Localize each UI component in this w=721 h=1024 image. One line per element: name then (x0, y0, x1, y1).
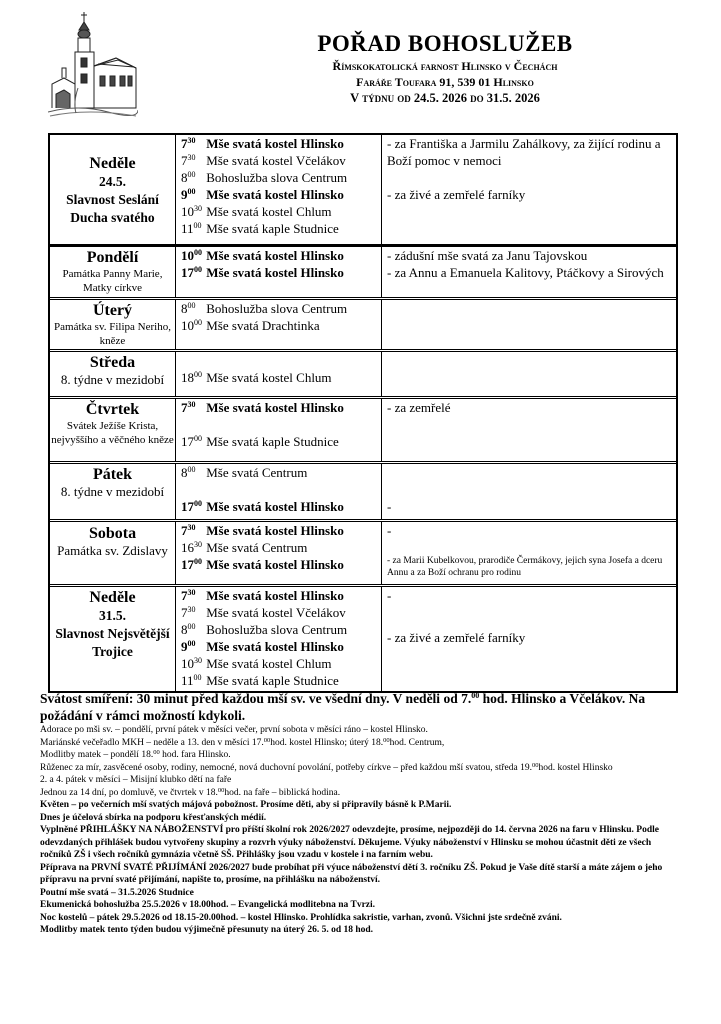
table-row (50, 349, 676, 396)
table-row (50, 584, 676, 691)
table-row (50, 519, 676, 584)
mass-item: $7^{30}$ Mše svatá kostel Hlinsko (181, 136, 344, 151)
mass-item: $10^{30}$ Mše svatá kostel Chlum (181, 204, 332, 219)
mass-item: $16^{30}$ Mše svatá Centrum (181, 540, 308, 555)
day-name: Neděle (89, 155, 136, 172)
mass-item: $8^{00}$ Mše svatá Centrum (181, 465, 308, 480)
parish-address: Faráře Toufara 91, 539 01 Hlinsko (356, 75, 534, 89)
mass-item: $10^{00}$ Mše svatá Drachtinka (181, 318, 320, 333)
mass-item: $11^{00}$ Mše svatá kaple Studnice (181, 673, 339, 688)
mass-item: $17^{00}$ Mše svatá kostel Hlinsko (181, 499, 344, 514)
pilgrimage-note: Poutní mše svatá – 31.5.2026 Studnice (40, 887, 194, 898)
mass-item: $18^{00}$ Mše svatá kostel Chlum (181, 370, 332, 385)
mass-item: $10^{00}$ Mše svatá kostel Hlinsko (181, 248, 344, 263)
parish-name: Římskokatolická farnost Hlinsko v Čechách (332, 59, 558, 73)
mass-item: $8^{00}$ Bohoslužba slova Centrum (181, 301, 348, 316)
intention: - za živé a zemřelé farníky (387, 630, 526, 645)
communion-note: Příprava na PRVNÍ SVATÉ PŘIJÍMÁNÍ 2026/2027 bude probíhat při výuce náboženství dětí 3. ročníku ZŠ. Pokud je Vaše dítě starší a máte zájem o jeho přípravu na první svaté přijímání, napište to, prosíme, na přihlášku na náboženství. (40, 862, 663, 885)
table-row (50, 297, 676, 349)
churches-night-note: Noc kostelů – pátek 29.5.2026 od 18.15-20.00hod. – kostel Hlinsko. Prohlídka sakristie, varhan, zvonů. Všichni jste srdečně zváni. (40, 912, 562, 923)
registration-note: Vyplněné PŘIHLÁŠKY NA NÁBOŽENSTVÍ pro příští školní rok 2026/2027 odevzdejte, prosíme, nejpozději do 14. června 2026 na faru v Hlinsku. Podle odevzdaných přihlášek budou vytvořeny skupiny a rozvrh výuky náboženství. Děkujeme. Výuky náboženství v Hlinsku se mohou účastnit děti ze všech ročníků ZŠ i všech ročníků gymnázia včetně SŠ. Přihlášky jsou vzadu v kostele i na farním webu. (40, 825, 659, 860)
day-note: Svátek Ježíše Krista, nejvyššího a věčného kněze (51, 420, 174, 446)
day-name: Úterý (92, 302, 133, 319)
mass-item: $10^{30}$ Mše svatá kostel Chlum (181, 656, 332, 671)
schedule-table (48, 133, 678, 693)
page-title: POŘAD BOHOSLUŽEB (317, 31, 573, 56)
day-note: Památka sv. Zdislavy (57, 543, 168, 558)
mothers-moved-note: Modlitby matek tento týden budou výjimečně přesunuty na úterý 26. 5. od 18 hod. (40, 925, 374, 935)
may-note: Květen – po večerních mší svatých májová pobožnost. Prosíme děti, aby si připravily básně k P.Marii. (40, 800, 452, 810)
day-date: 24.5. (99, 174, 126, 189)
day-note: Památka sv. Filipa Neriho, kněze (54, 321, 171, 347)
day-name: Pondělí (86, 249, 139, 266)
day-name: Sobota (88, 525, 137, 542)
intention: - (387, 499, 392, 514)
mass-item: $8^{00}$ Bohoslužba slova Centrum (181, 170, 348, 185)
mothers-note: Modlitby matek – pondělí 18.00 hod. fara Hlinsko. (40, 749, 231, 760)
ecumenical-note: Ekumenická bohoslužba 25.5.2026 v 18.00hod. – Evangelická modlitebna na Tvrzi. (40, 900, 376, 910)
intention: - (387, 523, 392, 538)
mass-item: $11^{00}$ Mše svatá kaple Studnice (181, 221, 339, 236)
day-date: 31.5. (99, 608, 126, 623)
day-note: Památka Panny Marie, Matky církve (62, 268, 163, 294)
mass-item: $9^{00}$ Mše svatá kostel Hlinsko (181, 187, 344, 202)
mass-item: $7^{30}$ Mše svatá kostel Včelákov (181, 605, 346, 620)
intention: - zádušní mše svatá za Janu Tajovskou (387, 248, 588, 263)
bible-note: Jednou za 14 dní, po domluvě, ve čtvrtek v 18.00hod. na faře – biblická hodina. (40, 786, 341, 798)
table-row (50, 461, 676, 519)
church-drawing (48, 8, 138, 118)
mass-item: $17^{00}$ Mše svatá kostel Hlinsko (181, 557, 344, 572)
mass-item: $9^{00}$ Mše svatá kostel Hlinsko (181, 639, 344, 654)
day-name: Neděle (89, 589, 136, 606)
mass-item: $7^{30}$ Mše svatá kostel Hlinsko (181, 588, 344, 603)
day-name: Čtvrtek (85, 401, 140, 418)
day-feast: Slavnost Nejsvětější Trojice (55, 626, 170, 659)
mass-item: $17^{00}$ Mše svatá kaple Studnice (181, 434, 339, 449)
mass-item: $7^{30}$ Mše svatá kostel Hlinsko (181, 523, 344, 538)
day-note: 8. týdne v mezidobí (60, 484, 165, 499)
table-row (50, 244, 676, 297)
intention: - za Annu a Emanuela Kalitovy, Ptáčkovy a Sirových (387, 265, 664, 280)
adoration-note: Adorace po mši sv. – pondělí, první pátek v měsíci večer, první sobota v měsíci ráno – kostel Hlinsko. (40, 725, 428, 735)
collection-note: Dnes je účelová sbírka na podporu křesťanských médií. (40, 812, 267, 823)
mission-note: 2. a 4. pátek v měsíci – Misijní klubko dětí na faře (40, 775, 232, 785)
mass-item: $8^{00}$ Bohoslužba slova Centrum (181, 622, 348, 637)
mass-item: $7^{30}$ Mše svatá kostel Hlinsko (181, 400, 344, 415)
confession-note: Svátost smíření: 30 minut před každou mší sv. ve všední dny. V neděli od 7.00 hod. Hlinsko a Včelákov. Na požádání v rámci možností kdykoli. (40, 691, 646, 723)
day-name: Pátek (92, 466, 133, 483)
intention: - za zemřelé (387, 400, 451, 415)
rosary-note: Růženec za mír, zasvěcené osoby, rodiny, nemocné, nová duchovní povolání, potřeby církve – před každou mší svatou, středa 19.00hod. kostel Hlinsko (40, 761, 613, 773)
intention: - za Marii Kubelkovou, prarodiče Čermákovy, jejich syna Josefa a dceru Annu a za Boží ochranu pro rodinu (387, 556, 663, 578)
intention: - (387, 588, 392, 603)
week-range: V týdnu od 24.5. 2026 do 31.5. 2026 (350, 91, 540, 105)
cenacle-note: Mariánské večeřadlo MKH – neděle a 13. den v měsíci 17.00hod. kostel Hlinsko; úterý 18.00hod. Centrum, (40, 736, 445, 748)
table-row (50, 135, 676, 244)
intention: - za Františka a Jarmilu Zahálkovy, za žijící rodinu a Boží pomoc v nemoci (387, 136, 661, 168)
mass-item: $7^{30}$ Mše svatá kostel Včelákov (181, 153, 346, 168)
mass-item: $17^{00}$ Mše svatá kostel Hlinsko (181, 265, 344, 280)
day-feast: Slavnost Seslání Ducha svatého (66, 192, 159, 225)
table-row (50, 396, 676, 461)
day-note: 8. týdne v mezidobí (60, 372, 165, 387)
page-header (250, 30, 640, 106)
announcements (40, 690, 680, 937)
day-name: Středa (89, 354, 136, 371)
intention: - za živé a zemřelé farníky (387, 187, 526, 202)
